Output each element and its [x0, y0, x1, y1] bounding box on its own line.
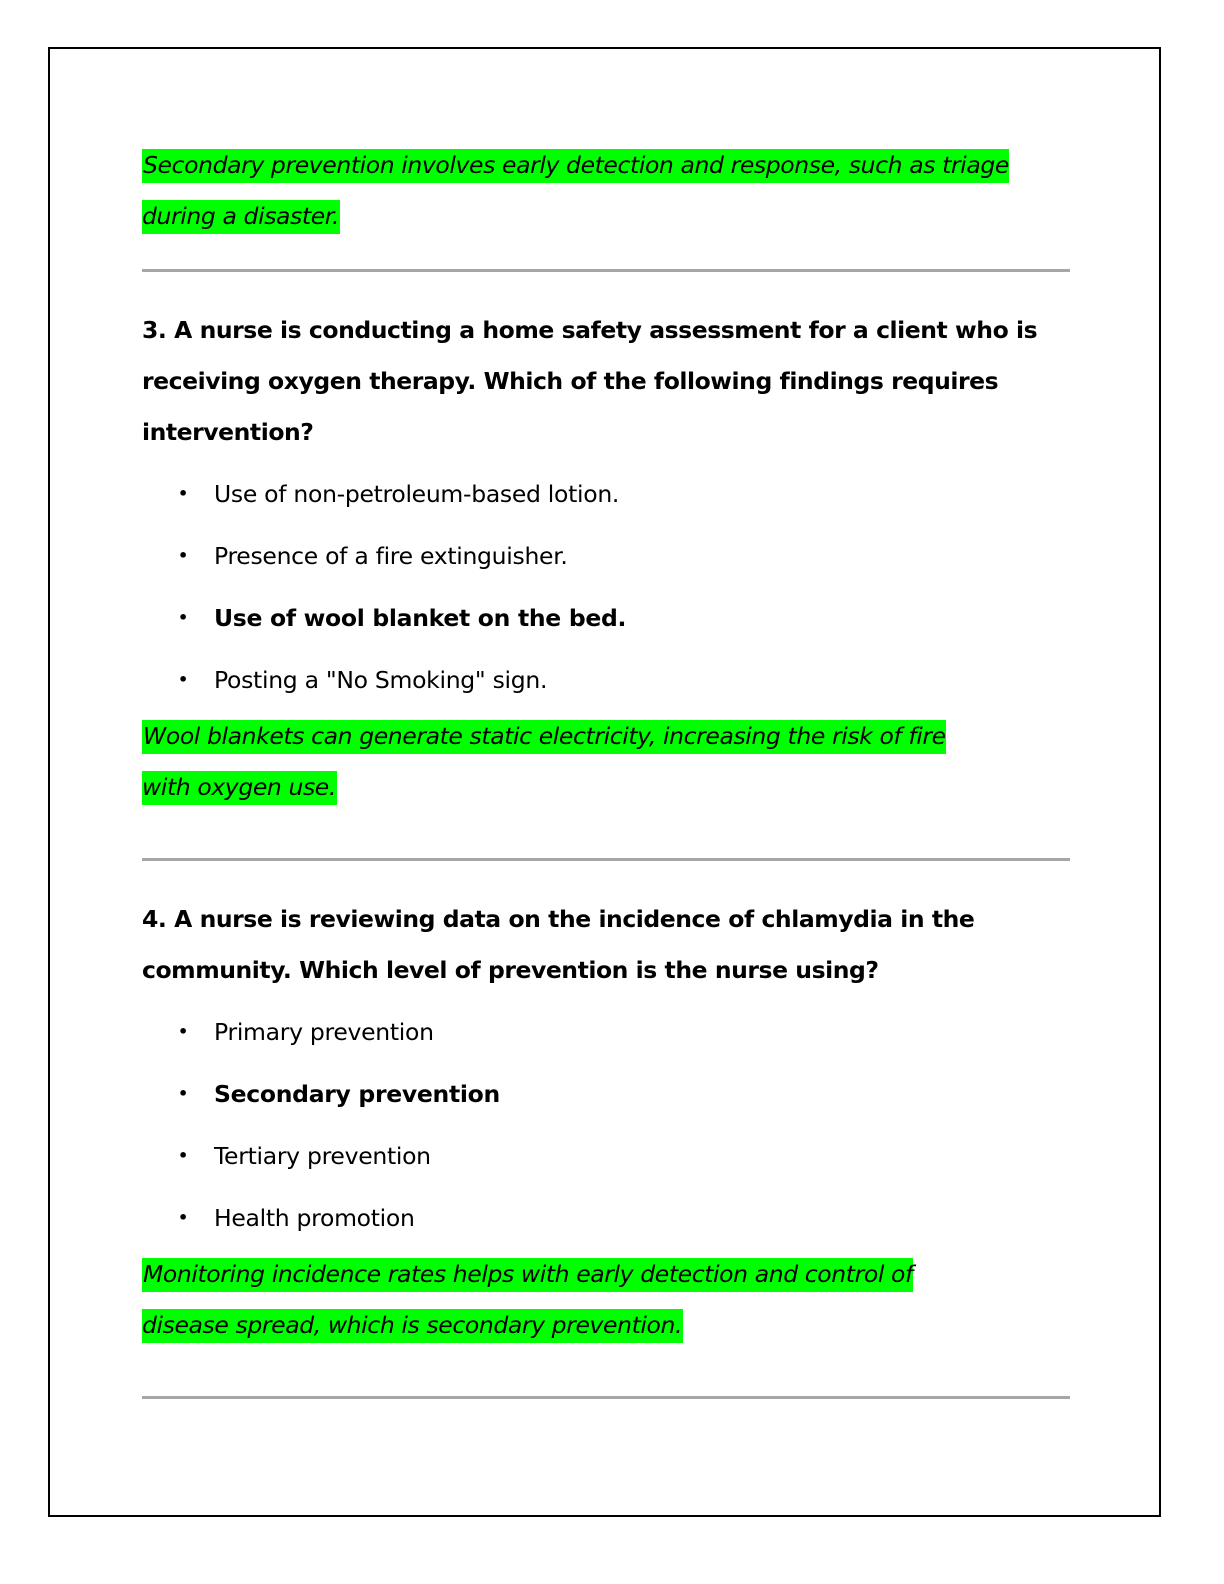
explanation-text: Monitoring incidence rates helps with early detection and control of disease spread, which is secondary prevention. — [142, 1258, 913, 1343]
divider — [142, 1396, 1070, 1399]
option-text: Presence of a fire extinguisher. — [214, 542, 568, 570]
divider — [142, 269, 1070, 272]
option-text: Secondary prevention — [214, 1080, 500, 1108]
bullet-icon: • — [178, 484, 188, 503]
question-3-options — [142, 463, 1072, 711]
question-3-prompt: 3. A nurse is conducting a home safety assessment for a client who is receiving oxygen therapy. Which of the following findings requires intervention? — [142, 316, 1038, 446]
option-text: Use of wool blanket on the bed. — [214, 604, 627, 632]
option-item — [142, 463, 1072, 525]
bullet-icon: • — [178, 1208, 188, 1227]
explanation-previous — [142, 140, 1067, 242]
option-item — [142, 1187, 1072, 1249]
question-3-explanation — [142, 711, 992, 813]
option-text: Tertiary prevention — [214, 1142, 431, 1170]
option-item — [142, 1001, 1072, 1063]
bullet-icon: • — [178, 546, 188, 565]
bullet-icon: • — [178, 1022, 188, 1041]
document-content — [142, 140, 1072, 1399]
bullet-icon: • — [178, 1146, 188, 1165]
option-item-correct — [142, 1063, 1072, 1125]
option-item-correct — [142, 587, 1072, 649]
option-text: Primary prevention — [214, 1018, 434, 1046]
option-text: Use of non-petroleum-based lotion. — [214, 480, 620, 508]
option-item — [142, 1125, 1072, 1187]
question-4-explanation — [142, 1249, 1002, 1351]
option-text: Posting a "No Smoking" sign. — [214, 666, 548, 694]
option-text: Health promotion — [214, 1204, 415, 1232]
explanation-text: Wool blankets can generate static electricity, increasing the risk of fire with oxygen use. — [142, 720, 946, 805]
question-4-options — [142, 1001, 1072, 1249]
option-item — [142, 525, 1072, 587]
bullet-icon: • — [178, 608, 188, 627]
question-4-prompt: 4. A nurse is reviewing data on the incidence of chlamydia in the community. Which level of prevention is the nurse using? — [142, 905, 975, 984]
divider — [142, 858, 1070, 861]
explanation-text: Secondary prevention involves early detection and response, such as triage during a disaster. — [142, 149, 1009, 234]
bullet-icon: • — [178, 1084, 188, 1103]
bullet-icon: • — [178, 670, 188, 689]
option-item — [142, 649, 1072, 711]
